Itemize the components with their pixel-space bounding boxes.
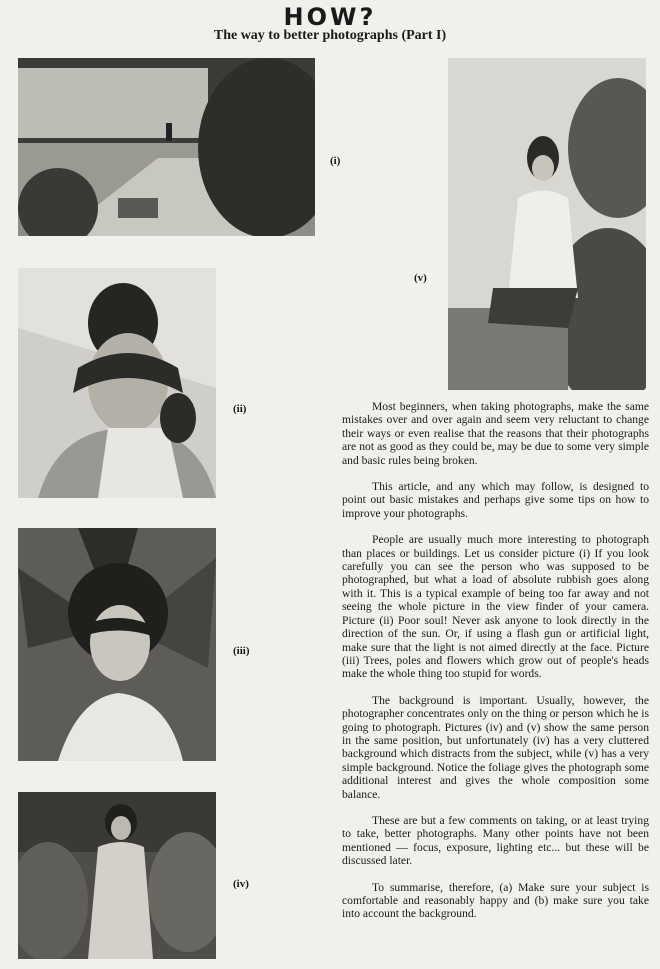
article-paragraph: Most beginners, when taking photographs, make the same mistakes over and over again and seem very reluctant to change their ways or even realise that the reasons that their photographs are not as good as they could be, may be due to some very simple and basic rules being broken.: [342, 400, 649, 467]
article-paragraph: This article, and any which may follow, is designed to point out basic mistakes and perhaps give some tips on how to improve your photographs.: [342, 480, 649, 520]
page-subtitle: The way to better photographs (Part I): [213, 28, 447, 43]
photo-iv-label: (iv): [233, 878, 249, 890]
article-paragraph: These are but a few comments on taking, or at least trying to take, better photographs. Many other points have not been mentioned — focus, exposure, lighting etc... but these will be discussed later.: [342, 813, 649, 868]
photo-iii-label: (iii): [233, 645, 250, 657]
photo-ii-label: (ii): [233, 403, 247, 415]
article-paragraph: To summarise, therefore, (a) Make sure your subject is comfortable and reasonably happy and (b) make sure you take into account the background.: [342, 880, 649, 921]
photo-v-label: (v): [414, 272, 427, 284]
photo-i: [18, 58, 315, 236]
photo-iv: [18, 792, 216, 959]
photo-i-label: (i): [330, 155, 341, 167]
article-body: [342, 400, 649, 934]
photo-ii: [18, 268, 216, 498]
photo-v: [448, 58, 646, 390]
article-paragraph: The background is important. Usually, however, the photographer concentrates only on the thing or person which he is going to photograph. Pictures (iv) and (v) show the same person in the same position, but unfortunately (iv) has a very cluttered background which distracts from the subject, while (v) has a very simple background. Notice the foliage gives the photograph some additional interest and gives the whole composition some balance.: [342, 693, 649, 801]
photo-iii: [18, 528, 216, 761]
article-paragraph: People are usually much more interesting to photograph than places or buildings. Let us consider picture (i) If you look carefully you can see the person who was supposed to be photographed, but what a load of absolute rubbish goes along with it. This is a typical example of being too far away and not seeing the whole picture in the view finder of your camera. Picture (ii) Poor soul! Never ask anyone to look directly in the direction of the sun. Or, if using a flash gun or artificial light, make sure that the light is not aimed directly at the face. Picture (iii) Trees, poles and flowers which grow out of people's heads make the whole thing too stupid for words.: [342, 533, 649, 681]
page-title: HOW?: [283, 3, 377, 31]
